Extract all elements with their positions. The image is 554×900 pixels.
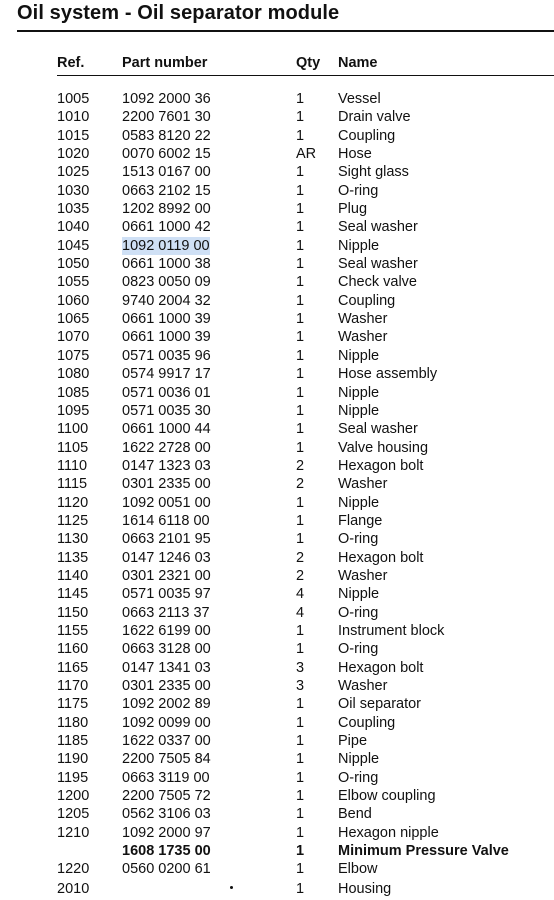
cell-qty: 1	[296, 843, 305, 860]
cell-name: Coupling	[338, 292, 396, 309]
cell-ref: 1060	[57, 292, 90, 309]
cell-ref: 1065	[57, 311, 90, 328]
table-row	[0, 769, 554, 787]
table-row	[0, 622, 554, 640]
cell-ref: 1140	[57, 567, 89, 584]
cell-qty: 1	[296, 512, 305, 529]
cell-name: Bend	[338, 806, 372, 823]
cell-name: Elbow	[338, 861, 378, 878]
cell-qty: 1	[296, 788, 305, 805]
cell-ref: 1010	[57, 109, 90, 126]
table-row	[0, 365, 554, 383]
cell-ref: 1170	[57, 678, 89, 694]
cell-ref: 1030	[57, 182, 90, 199]
header-qty: Qty	[296, 55, 321, 71]
cell-name: Washer	[338, 476, 388, 493]
cell-name: Sight glass	[338, 164, 409, 181]
cell-name: O-ring	[338, 641, 379, 658]
cell-name: Seal washer	[338, 219, 418, 236]
cell-part-number: 0661 1000 44	[122, 421, 211, 438]
table-row	[0, 457, 554, 475]
cell-part-number: 1092 0119 00	[122, 237, 210, 254]
cell-ref: 1055	[57, 274, 90, 291]
cell-qty: 1	[296, 384, 305, 401]
cell-ref: 1035	[57, 201, 90, 218]
cell-ref: 1190	[57, 751, 89, 768]
table-row	[0, 255, 554, 273]
cell-qty: 1	[296, 696, 305, 713]
table-row	[0, 842, 554, 860]
cell-part-number: 1092 2002 89	[122, 696, 211, 713]
cell-qty: 1	[296, 109, 305, 126]
cell-name: Washer	[338, 329, 388, 346]
cell-qty: 1	[296, 366, 305, 383]
table-row	[0, 200, 554, 218]
cell-ref: 1160	[57, 641, 89, 658]
cell-name: Check valve	[338, 274, 417, 291]
header-part-number: Part number	[122, 55, 208, 71]
cell-part-number: 0823 0050 09	[122, 274, 211, 291]
cell-qty: 1	[296, 219, 305, 236]
table-row	[0, 659, 554, 677]
cell-ref: 1050	[57, 256, 90, 273]
cell-ref: 2010	[57, 881, 90, 897]
cell-part-number: 0574 9917 17	[122, 366, 211, 383]
table-row	[0, 328, 554, 346]
cell-ref: 1045	[57, 237, 90, 254]
table-row	[0, 714, 554, 732]
cell-name: Hose assembly	[338, 366, 438, 383]
cell-part-number: 1622 6199 00	[122, 622, 211, 639]
table-row	[0, 604, 554, 622]
cell-qty: 1	[296, 127, 305, 144]
table-row	[0, 677, 554, 695]
table-row	[0, 640, 554, 658]
cell-name: Washer	[338, 678, 388, 694]
table-header	[0, 55, 554, 73]
cell-name: Flange	[338, 512, 383, 529]
cell-name: Minimum Pressure Valve	[338, 843, 509, 860]
cell-qty: 1	[296, 641, 305, 658]
table-row	[0, 549, 554, 567]
cell-name: Instrument block	[338, 622, 445, 639]
cell-ref: 1145	[57, 586, 89, 603]
table-row	[0, 567, 554, 585]
cell-part-number: 0560 0200 61	[122, 861, 211, 878]
cell-name: Vessel	[338, 91, 381, 107]
cell-name: Nipple	[338, 751, 380, 768]
table-row	[0, 402, 554, 420]
cell-part-number: 0571 0036 01	[122, 384, 211, 401]
table-row	[0, 439, 554, 457]
table-row	[0, 292, 554, 310]
cell-part-number: 1608 1735 00	[122, 843, 211, 860]
cell-part-number: 1092 2000 36	[122, 91, 211, 107]
cell-ref: 1005	[57, 91, 90, 107]
cell-part-number: 1622 0337 00	[122, 733, 211, 750]
cell-qty: 1	[296, 714, 305, 731]
cell-part-number: 0571 0035 97	[122, 586, 211, 603]
table-row	[0, 237, 554, 255]
page-title: Oil system - Oil separator module	[17, 2, 340, 24]
cell-part-number: 0661 1000 42	[122, 219, 211, 236]
cell-ref: 1020	[57, 146, 90, 163]
table-row-partial	[0, 880, 554, 900]
cell-qty: 1	[296, 311, 305, 328]
cell-qty: 1	[296, 182, 305, 199]
cell-name: Nipple	[338, 586, 380, 603]
cell-part-number: 0147 1341 03	[122, 659, 211, 676]
cell-name: Valve housing	[338, 439, 429, 456]
cell-ref: 1080	[57, 366, 90, 383]
cell-part-number: 1092 0051 00	[122, 494, 211, 511]
cell-ref: 1095	[57, 402, 90, 419]
cell-part-number: 0301 2321 00	[122, 567, 211, 584]
cell-name: Hexagon bolt	[338, 549, 424, 566]
cell-qty: 1	[296, 164, 305, 181]
cell-ref: 1135	[57, 549, 89, 566]
cell-qty: 1	[296, 274, 305, 291]
cell-qty: 1	[296, 421, 305, 438]
cell-part-number: 0661 1000 39	[122, 329, 211, 346]
cell-name: Hose	[338, 146, 372, 163]
cell-qty: 3	[296, 678, 305, 694]
cell-qty: 3	[296, 659, 305, 676]
cell-qty: 4	[296, 604, 305, 621]
cell-part-number: 9740 2004 32	[122, 292, 211, 309]
table-row	[0, 182, 554, 200]
cell-part-number: 0562 3106 03	[122, 806, 211, 823]
table-row	[0, 530, 554, 548]
cell-name: Seal washer	[338, 256, 418, 273]
cell-qty: 2	[296, 567, 305, 584]
cell-ref: 1180	[57, 714, 89, 731]
cell-part-number: 1513 0167 00	[122, 164, 211, 181]
cell-qty: 1	[296, 347, 305, 364]
cell-part-number: 2200 7505 72	[122, 788, 211, 805]
cell-name: O-ring	[338, 604, 379, 621]
cell-part-number: 1092 2000 97	[122, 824, 211, 841]
table-row	[0, 695, 554, 713]
cell-part-number: 0661 1000 38	[122, 256, 211, 273]
cell-part-number: 0663 2101 95	[122, 531, 211, 548]
cell-part-number: 0663 2102 15	[122, 182, 211, 199]
cell-qty: 2	[296, 476, 305, 493]
cell-part-number: 0147 1323 03	[122, 457, 211, 474]
cell-ref: 1120	[57, 494, 89, 511]
cell-qty: 1	[296, 806, 305, 823]
cell-ref: 1155	[57, 622, 89, 639]
cell-part-number: 0663 3128 00	[122, 641, 211, 658]
cell-part-number: 1092 0099 00	[122, 714, 211, 731]
cell-name: Nipple	[338, 402, 380, 419]
cell-part-number: 0583 8120 22	[122, 127, 211, 144]
table-row	[0, 475, 554, 493]
cell-ref: 1210	[57, 824, 90, 841]
cell-name: Coupling	[338, 714, 396, 731]
cell-qty: 4	[296, 586, 305, 603]
cell-ref: 1205	[57, 806, 90, 823]
cell-ref: 1085	[57, 384, 90, 401]
cell-qty: 1	[296, 91, 305, 107]
title-rule	[17, 30, 554, 32]
cell-part-number: 0571 0035 96	[122, 347, 211, 364]
cell-qty: 1	[296, 769, 305, 786]
cell-ref: 1110	[57, 457, 88, 474]
cell-part-number: 0301 2335 00	[122, 476, 211, 493]
cell-ref: 1100	[57, 421, 89, 438]
table-row	[0, 108, 554, 126]
cell-part-number: 0663 2113 37	[122, 604, 210, 621]
cell-name: O-ring	[338, 182, 379, 199]
cell-qty: 2	[296, 457, 305, 474]
cell-part-number: 0070 6002 15	[122, 146, 211, 163]
cell-name: Hexagon bolt	[338, 457, 424, 474]
cell-ref: 1150	[57, 604, 89, 621]
cell-qty: 1	[296, 201, 305, 218]
parts-table-body	[0, 90, 554, 879]
cell-qty: 1	[296, 751, 305, 768]
cell-qty: 1	[296, 733, 305, 750]
cell-name: Washer	[338, 311, 388, 328]
table-row	[0, 585, 554, 603]
table-row	[0, 310, 554, 328]
table-row	[0, 347, 554, 365]
cell-ref: 1220	[57, 861, 90, 878]
cell-part-number: 0571 0035 30	[122, 402, 211, 419]
table-row	[0, 218, 554, 236]
cell-name: O-ring	[338, 531, 379, 548]
table-row	[0, 494, 554, 512]
cell-qty: AR	[296, 146, 317, 163]
cell-ref: 1125	[57, 512, 89, 529]
cell-qty: 2	[296, 549, 305, 566]
table-row	[0, 805, 554, 823]
cell-ref: 1165	[57, 659, 89, 676]
cell-name: Drain valve	[338, 109, 411, 126]
cell-name: Hexagon bolt	[338, 659, 424, 676]
cell-name: O-ring	[338, 769, 379, 786]
cell-name: Elbow coupling	[338, 788, 436, 805]
table-row	[0, 787, 554, 805]
cell-ref: 1115	[57, 476, 88, 493]
table-row	[0, 420, 554, 438]
cell-part-number: 0663 3119 00	[122, 769, 210, 786]
table-row	[0, 750, 554, 768]
cell-ref: 1175	[57, 696, 89, 713]
cell-name: Seal washer	[338, 421, 418, 438]
table-row	[0, 163, 554, 181]
cell-name: Nipple	[338, 384, 380, 401]
header-ref: Ref.	[57, 55, 85, 71]
table-row	[0, 860, 554, 878]
cell-qty: 1	[296, 531, 305, 548]
table-row	[0, 732, 554, 750]
cell-part-number: 0147 1246 03	[122, 549, 211, 566]
header-rule	[57, 75, 554, 76]
table-row	[0, 824, 554, 842]
cell-name: Housing	[338, 881, 392, 897]
cell-name: Oil separator	[338, 696, 422, 713]
cell-part-number: 1202 8992 00	[122, 201, 211, 218]
table-row	[0, 145, 554, 163]
table-row	[0, 273, 554, 291]
cell-name: Hexagon nipple	[338, 824, 439, 841]
cell-name: Washer	[338, 567, 388, 584]
cell-qty: 1	[296, 824, 305, 841]
cell-qty: 1	[296, 256, 305, 273]
cell-ref: 1040	[57, 219, 90, 236]
header-name: Name	[338, 55, 378, 71]
cell-part-number: 0301 2335 00	[122, 678, 211, 694]
cell-ref: 1070	[57, 329, 90, 346]
cell-part-number: 1622 2728 00	[122, 439, 211, 456]
cell-qty: 1	[296, 881, 305, 897]
cell-ref: 1025	[57, 164, 90, 181]
cell-part-number: 2200 7601 30	[122, 109, 211, 126]
table-row	[0, 384, 554, 402]
cell-ref: 1195	[57, 769, 89, 786]
cell-name: Plug	[338, 201, 368, 218]
cell-part-number: 0661 1000 39	[122, 311, 211, 328]
cell-qty: 1	[296, 622, 305, 639]
cell-ref: 1075	[57, 347, 90, 364]
cell-ref: 1130	[57, 531, 89, 548]
cell-part-number: 2200 7505 84	[122, 751, 211, 768]
cell-name: Coupling	[338, 127, 396, 144]
cell-qty: 1	[296, 329, 305, 346]
cell-qty: 1	[296, 292, 305, 309]
cell-qty: 1	[296, 402, 305, 419]
cell-ref: 1015	[57, 127, 90, 144]
cell-ref: 1105	[57, 439, 89, 456]
cell-qty: 1	[296, 439, 305, 456]
cell-ref: 1185	[57, 733, 89, 750]
cell-name: Nipple	[338, 494, 380, 511]
cell-name: Pipe	[338, 733, 368, 750]
cell-qty: 1	[296, 237, 305, 254]
cell-name: Nipple	[338, 347, 380, 364]
cell-ref: 1200	[57, 788, 90, 805]
table-row	[0, 90, 554, 108]
cell-qty: 1	[296, 861, 305, 878]
cell-part-number: 1614 6118 00	[122, 512, 210, 529]
cell-qty: 1	[296, 494, 305, 511]
table-row	[0, 512, 554, 530]
table-row	[0, 127, 554, 145]
cell-name: Nipple	[338, 237, 380, 254]
